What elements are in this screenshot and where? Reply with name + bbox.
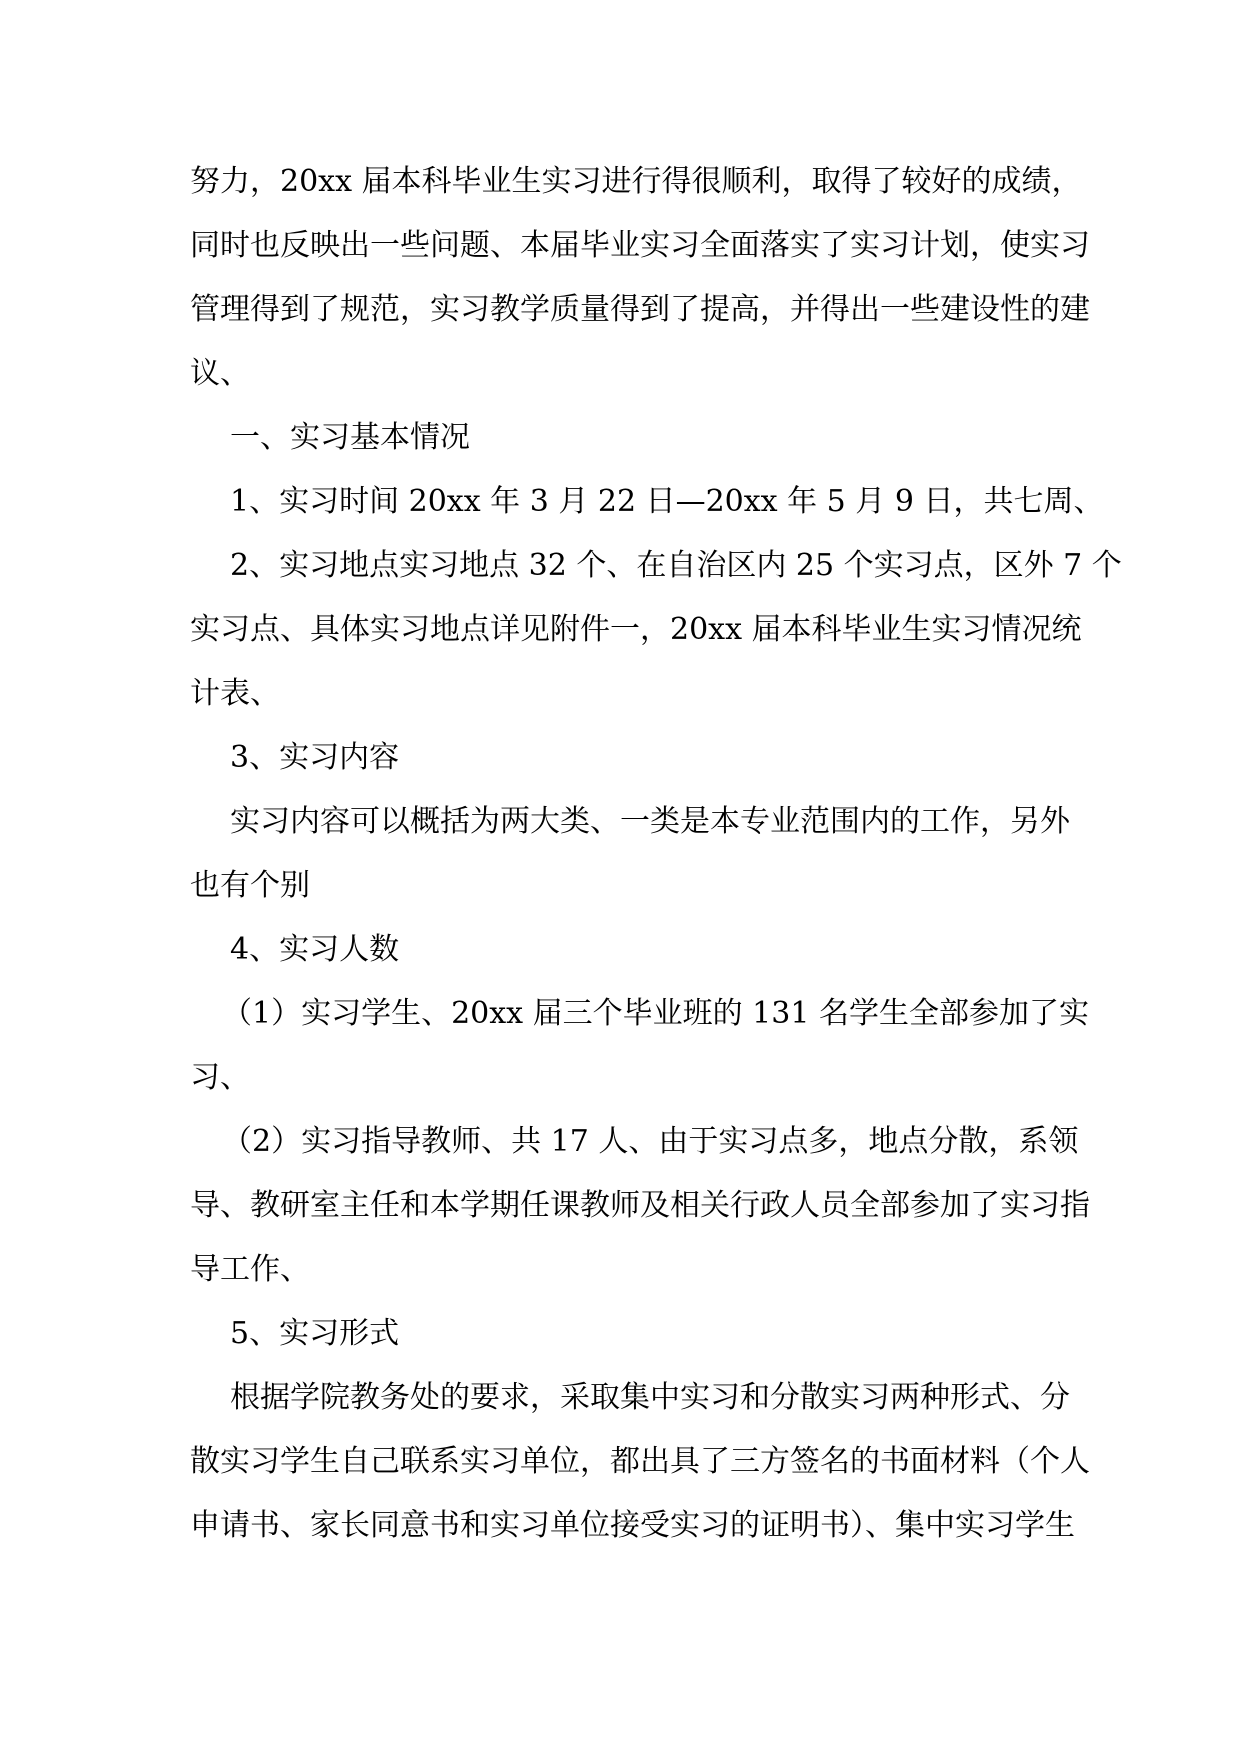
text-line: 散实习学生自己联系实习单位，都出具了三方签名的书面材料（个人 bbox=[190, 1444, 1090, 1479]
text-line: 习、 bbox=[190, 1060, 250, 1095]
section-heading: 4、实习人数 bbox=[230, 932, 400, 967]
text-line: 申请书、家长同意书和实习单位接受实习的证明书）、集中实习学生 bbox=[190, 1508, 1075, 1543]
text-line: 导、教研室主任和本学期任课教师及相关行政人员全部参加了实习指 bbox=[190, 1188, 1090, 1223]
section-heading: 3、实习内容 bbox=[230, 740, 400, 775]
text-line: 2、实习地点实习地点 32 个、在自治区内 25 个实习点，区外 7 个 bbox=[230, 548, 1122, 583]
text-line: （1）实习学生、20xx 届三个毕业班的 131 名学生全部参加了实 bbox=[222, 996, 1089, 1031]
text-line: 根据学院教务处的要求，采取集中实习和分散实习两种形式、分 bbox=[230, 1380, 1070, 1415]
text-line: 导工作、 bbox=[190, 1252, 310, 1287]
section-heading: 一、实习基本情况 bbox=[230, 420, 470, 455]
section-heading: 5、实习形式 bbox=[230, 1316, 400, 1351]
text-line: 实习点、具体实习地点详见附件一，20xx 届本科毕业生实习情况统 bbox=[190, 612, 1082, 647]
text-line: 管理得到了规范，实习教学质量得到了提高，并得出一些建设性的建 bbox=[190, 292, 1090, 327]
text-line: 也有个别 bbox=[190, 868, 310, 903]
text-line: 同时也反映出一些问题、本届毕业实习全面落实了实习计划，使实习 bbox=[190, 228, 1090, 263]
text-line: 实习内容可以概括为两大类、一类是本专业范围内的工作，另外 bbox=[230, 804, 1070, 839]
text-line: 努力，20xx 届本科毕业生实习进行得很顺利，取得了较好的成绩， bbox=[190, 164, 1082, 199]
text-line: 议、 bbox=[190, 356, 250, 391]
text-line: 计表、 bbox=[190, 676, 280, 711]
text-line: （2）实习指导教师、共 17 人、由于实习点多，地点分散，系领 bbox=[222, 1124, 1079, 1159]
text-line: 1、实习时间 20xx 年 3 月 22 日—20xx 年 5 月 9 日，共七周、 bbox=[230, 484, 1104, 519]
